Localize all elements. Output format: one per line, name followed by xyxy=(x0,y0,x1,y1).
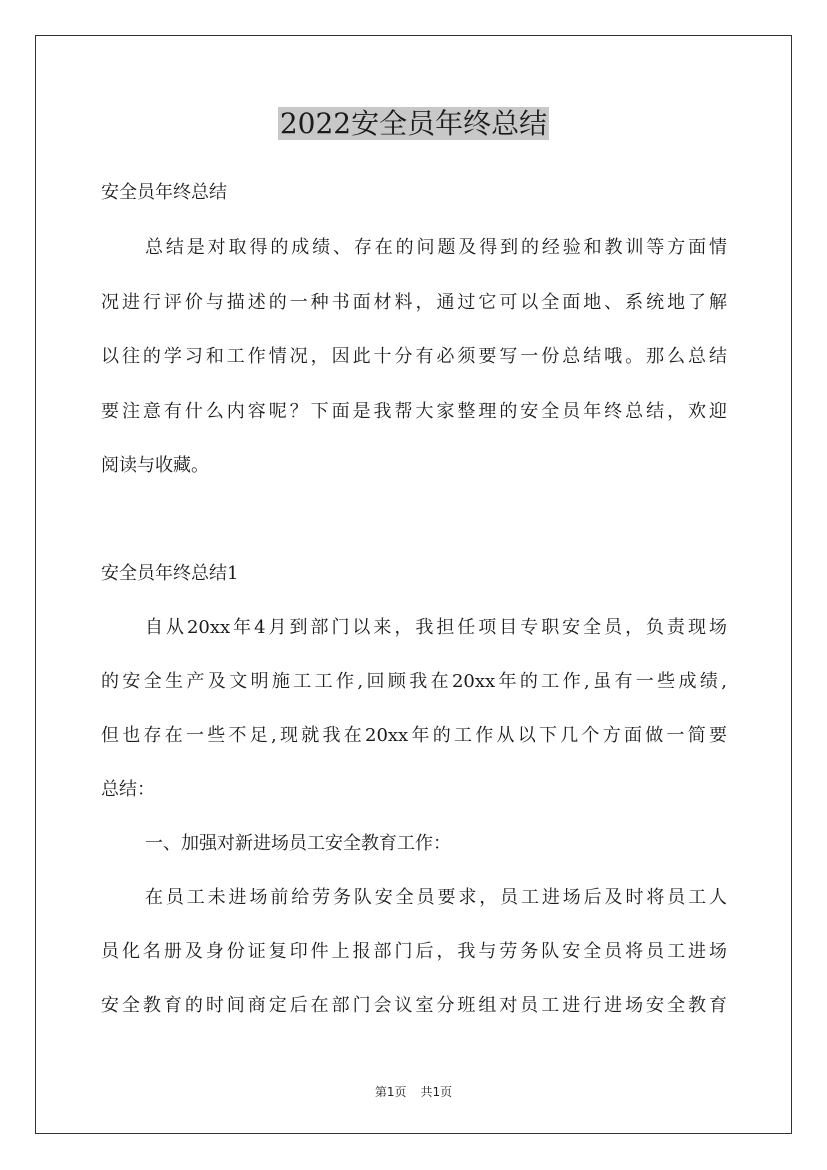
page-number: 第1页 xyxy=(374,1085,407,1099)
paragraph-line: 在员工未进场前给劳务队安全员要求，员工进场后及时将员工人 xyxy=(145,887,727,908)
section1-line: 总结： xyxy=(101,779,155,800)
section1-line: 自从20xx年4月到部门以来，我担任项目专职安全员，负责现场 xyxy=(145,617,727,638)
subtitle: 安全员年终总结 xyxy=(101,182,227,203)
subheading: 一、加强对新进场员工安全教育工作： xyxy=(145,833,451,854)
section1-line: 的安全生产及文明施工工作,回顾我在20xx年的工作,虽有一些成绩, xyxy=(101,671,727,692)
intro-line: 阅读与收藏。 xyxy=(101,455,209,476)
intro-line: 以往的学习和工作情况，因此十分有必须要写一份总结哦。那么总结 xyxy=(101,346,727,367)
section-heading: 安全员年终总结1 xyxy=(101,563,239,584)
page-footer xyxy=(0,1083,827,1100)
intro-line: 总结是对取得的成绩、存在的问题及得到的经验和教训等方面情 xyxy=(145,237,727,258)
paragraph-line: 安全教育的时间商定后在部门会议室分班组对员工进行进场安全教育 xyxy=(101,995,727,1016)
document-title-text: 2022安全员年终总结 xyxy=(279,107,548,140)
intro-line: 况进行评价与描述的一种书面材料，通过它可以全面地、系统地了解 xyxy=(101,292,727,313)
paragraph-line: 员化名册及身份证复印件上报部门后，我与劳务队安全员将员工进场 xyxy=(101,941,727,962)
intro-line: 要注意有什么内容呢？下面是我帮大家整理的安全员年终总结，欢迎 xyxy=(101,401,727,422)
section1-line: 但也存在一些不足,现就我在20xx年的工作从以下几个方面做一简要 xyxy=(101,725,727,746)
document-title xyxy=(0,104,827,144)
page-total: 共1页 xyxy=(420,1085,453,1099)
